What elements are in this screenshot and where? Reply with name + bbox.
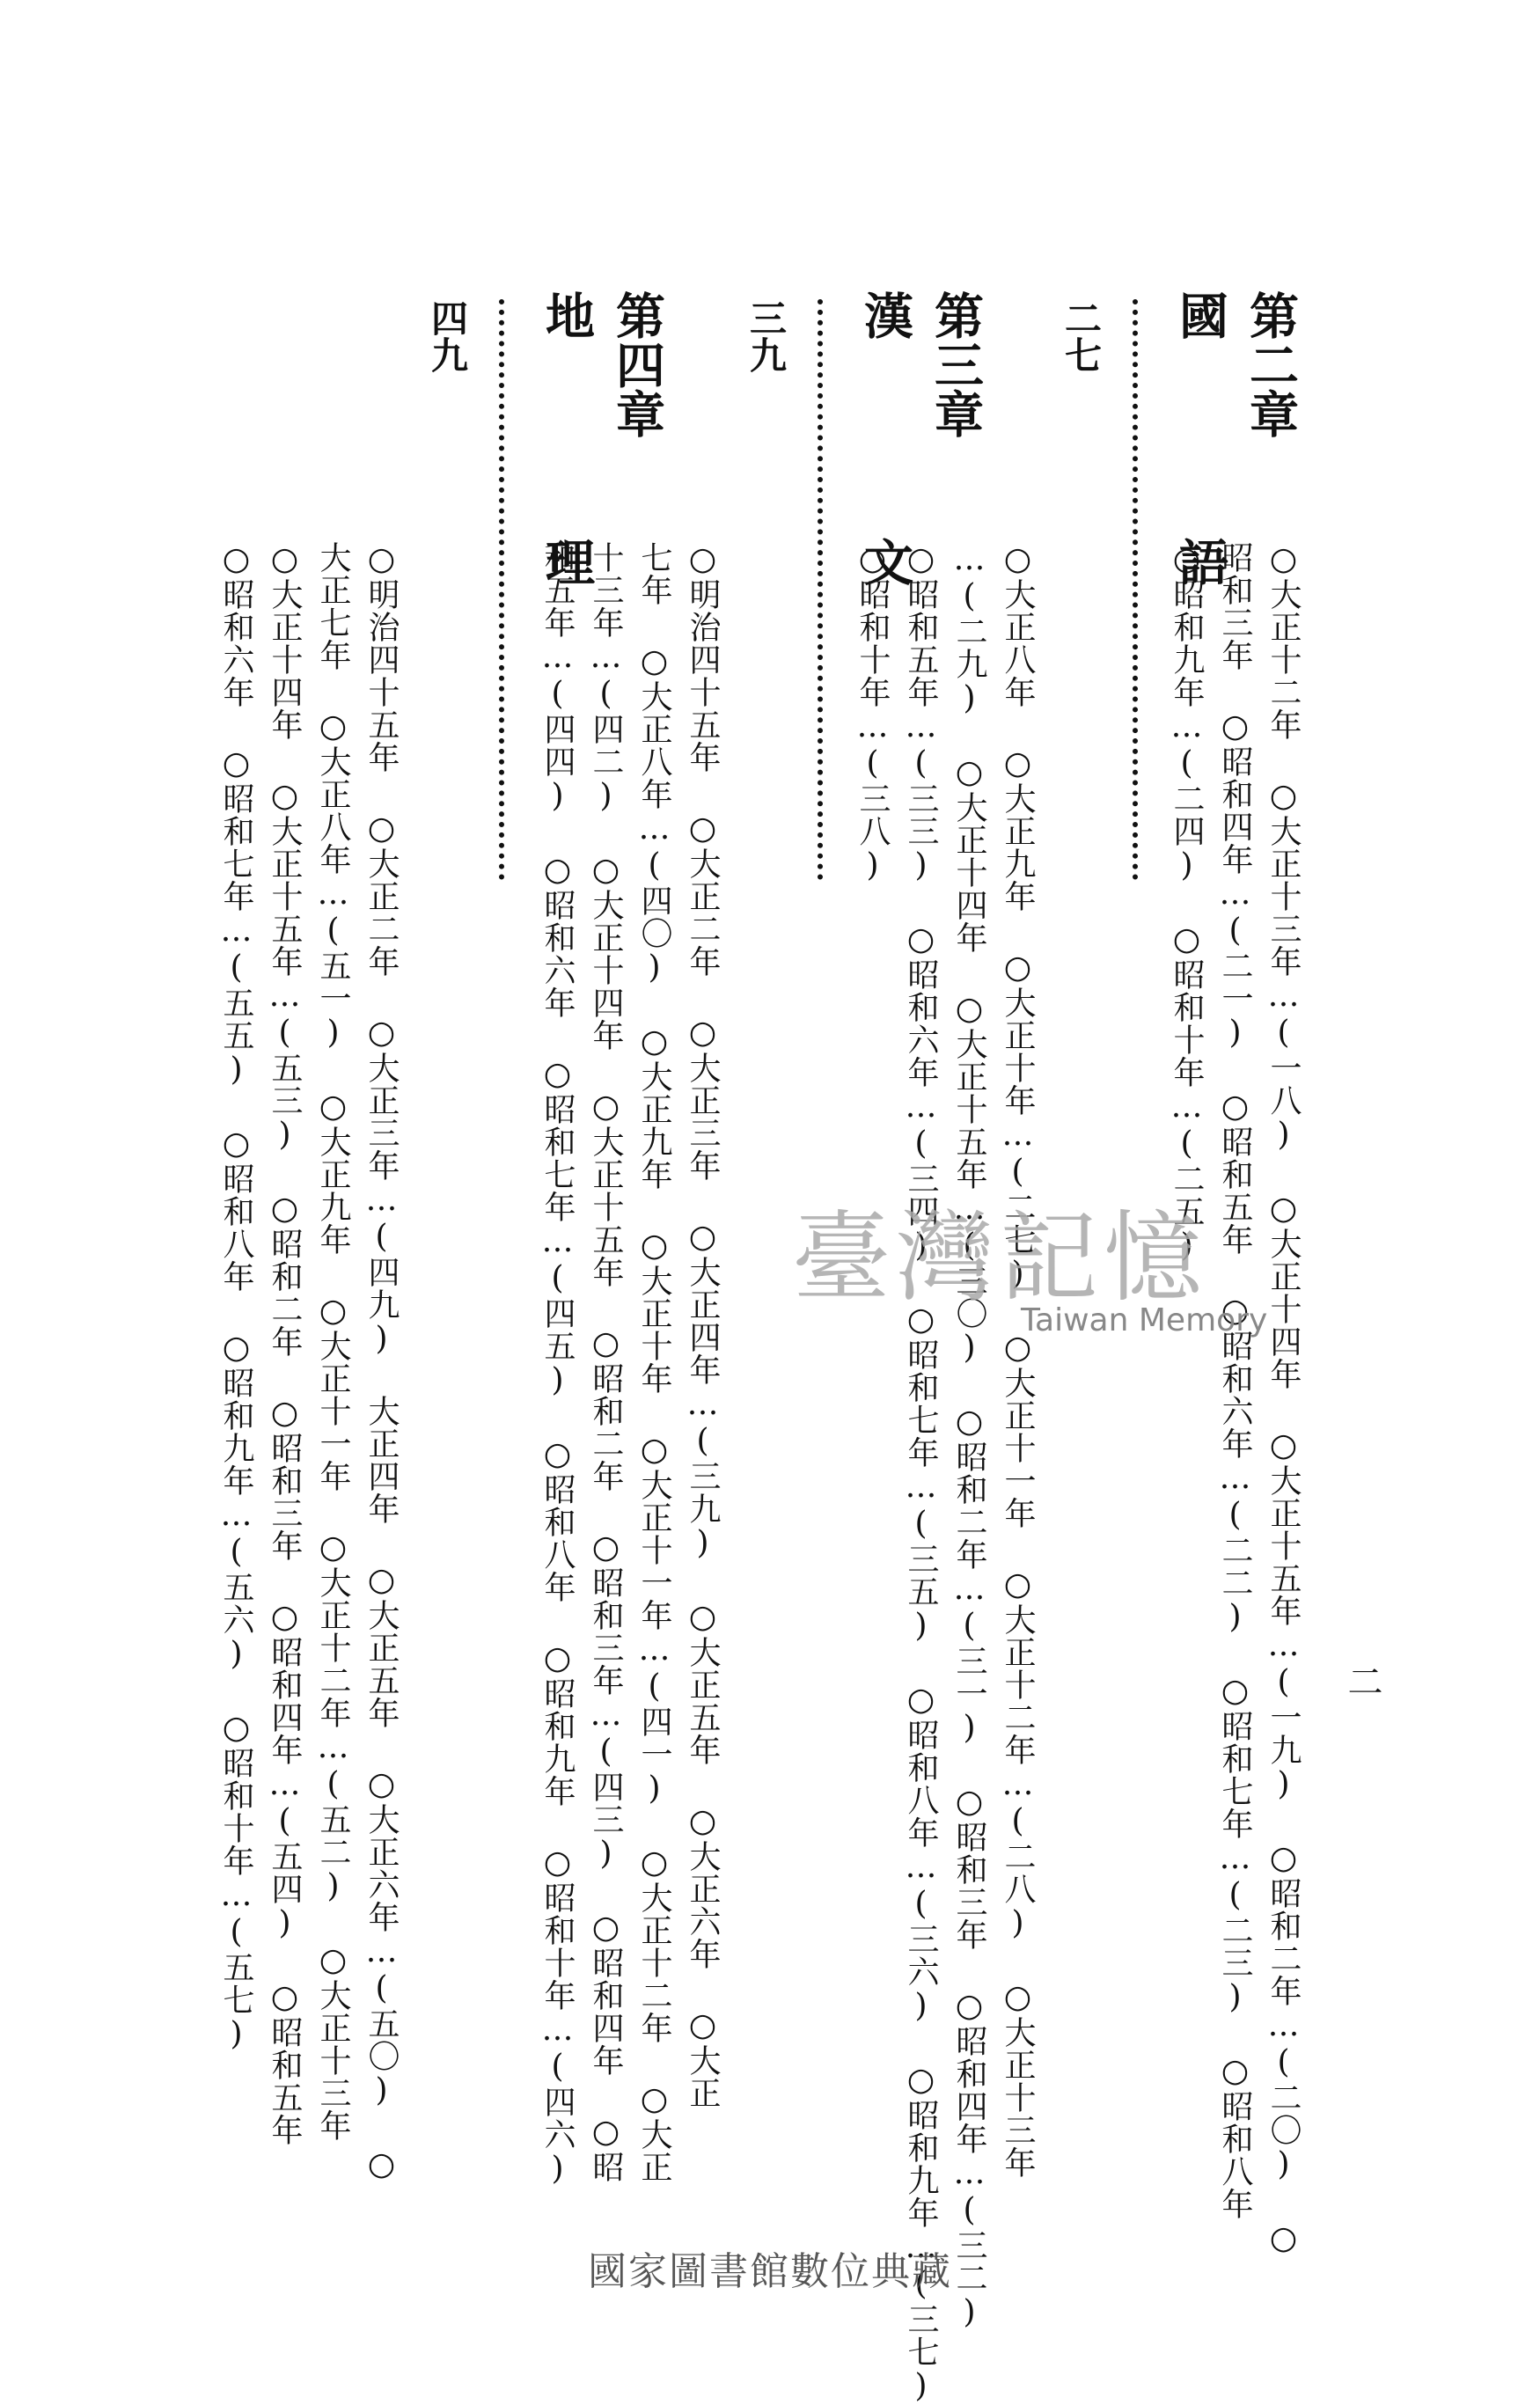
- chapter-number: 第二章: [1242, 290, 1299, 438]
- chapter-entry-line: 七年 ○大正八年…(四〇) ○大正九年 ○大正十年 ○大正十一年…(四一) ○大正十二年 ○大正: [636, 541, 672, 2183]
- leader-dots: [1133, 299, 1138, 880]
- chapter-entry-line: 大正七年 ○大正八年…(五一) ○大正九年 ○大正十一年 ○大正十二年…(五二) ○大正十三年: [315, 541, 351, 2142]
- leader-dots: [818, 299, 823, 880]
- chapter-entry-line: ○昭和十年…(三八): [854, 541, 891, 884]
- chapter-heading-4: [421, 290, 671, 2094]
- continuation-line: ○昭和九年…(二四) ○昭和十年…(二五): [1169, 541, 1205, 1265]
- chapter-entry-line: ○昭和五年…(三三) ○昭和六年…(三四) ○昭和七年…(三五) ○昭和八年…(三六) ○昭和九年…(三七): [903, 541, 939, 2405]
- leader-dots: [499, 299, 504, 880]
- chapter-entry-line: ○大正十四年 ○大正十五年…(五三) ○昭和二年 ○昭和三年 ○昭和四年…(五四) ○昭和五年: [267, 541, 303, 2146]
- chapter-entry-line: ○大正八年 ○大正九年 ○大正十年…(二七) ○大正十一年 ○大正十二年…(二八) ○大正十三年: [1000, 541, 1036, 2179]
- chapter-title: 地 理: [538, 290, 595, 586]
- chapter-entry-line: 十三年…(四二) ○大正十四年 ○大正十五年 ○昭和二年 ○昭和三年…(四三) ○昭和四年 ○昭: [588, 541, 624, 2183]
- chapter-entry-line: ○明治四十五年 ○大正二年 ○大正三年 ○大正四年…(三九) ○大正五年 ○大正六年 ○大正: [685, 541, 721, 2109]
- watermark-subtext: Taiwan Memory: [1021, 1302, 1268, 1338]
- continuation-line: 昭和三年 ○昭和四年…(二一) ○昭和五年 ○昭和六年…(二二) ○昭和七年…(二三) ○昭和八年: [1217, 541, 1253, 2220]
- continuation-line: ○大正十二年 ○大正十三年…(一八) ○大正十四年 ○大正十五年…(一九) ○昭和二年…(二〇) ○: [1265, 541, 1302, 2257]
- chapter-page: 四九: [426, 299, 469, 373]
- chapter-title: 國 語: [1171, 290, 1228, 586]
- chapter-entry-line: ○明治四十五年 ○大正二年 ○大正三年…(四九) 大正四年 ○大正五年 ○大正六年…(五〇) ○: [363, 541, 400, 2183]
- chapter-page: 二七: [1060, 299, 1103, 373]
- chapter-entry-line: ○昭和六年 ○昭和七年…(五五) ○昭和八年 ○昭和九年…(五六) ○昭和十年…(五七): [218, 541, 254, 2053]
- chapter-page: 三九: [744, 299, 788, 373]
- footer-credit: 國家圖書館數位典藏: [588, 2249, 952, 2294]
- chapter-entry-line: 和五年…(四四) ○昭和六年 ○昭和七年…(四五) ○昭和八年 ○昭和九年 ○昭和十年…(四六): [539, 541, 576, 2188]
- chapter-number: 第四章: [608, 290, 665, 438]
- chapter-title: 漢 文: [856, 290, 913, 586]
- chapter-number: 第三章: [927, 290, 984, 438]
- page-number: 二: [1342, 1663, 1382, 1698]
- watermark-logo: 臺灣記憶: [792, 1201, 1207, 1316]
- chapter-entry-line: …(二九) ○大正十四年 ○大正十五年…(三〇) ○昭和二年…(三一) ○昭和三年 ○昭和四年…(三二): [951, 541, 987, 2331]
